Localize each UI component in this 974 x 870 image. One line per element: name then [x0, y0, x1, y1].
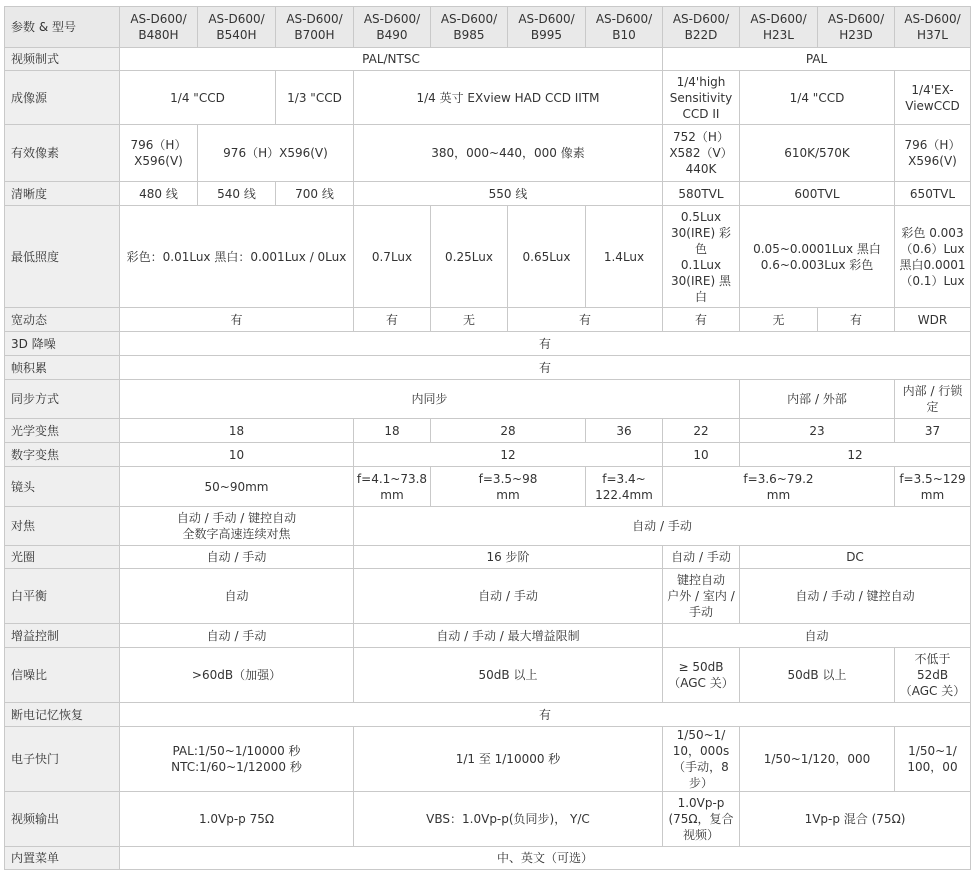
- row-label: 对焦: [5, 507, 120, 546]
- cell: 有: [663, 308, 740, 332]
- cell: VBS：1.0Vp-p(负同步)， Y/C: [354, 792, 663, 847]
- cell: 976（H）X596(V): [198, 125, 354, 182]
- cell: 自动 / 手动 / 键控自动: [740, 569, 971, 624]
- row-focus: [5, 507, 971, 546]
- cell: 1/4 "CCD: [120, 71, 276, 125]
- cell: 自动 / 手动 / 键控自动 全数字高速连续对焦: [120, 507, 354, 546]
- cell: 480 线: [120, 182, 198, 206]
- model-header: AS-D600/ H37L: [895, 7, 971, 48]
- cell: 580TVL: [663, 182, 740, 206]
- cell: 自动 / 手动: [663, 546, 740, 569]
- row-video-output: [5, 792, 971, 847]
- cell: 1/4'high Sensitivity CCD II: [663, 71, 740, 125]
- cell: 37: [895, 419, 971, 443]
- model-header: AS-D600/ B22D: [663, 7, 740, 48]
- cell: 28: [431, 419, 586, 443]
- model-header: AS-D600/ H23D: [818, 7, 895, 48]
- cell: 0.05~0.0001Lux 黑白 0.6~0.003Lux 彩色: [740, 206, 895, 308]
- row-label: 宽动态: [5, 308, 120, 332]
- cell: 50~90mm: [120, 467, 354, 507]
- cell: 1/50~1/ 100，00: [895, 727, 971, 792]
- cell: 内同步: [120, 380, 740, 419]
- cell: 1.0Vp-p 75Ω: [120, 792, 354, 847]
- model-header: AS-D600/ B480H: [120, 7, 198, 48]
- row-label: 同步方式: [5, 380, 120, 419]
- cell: PAL:1/50~1/10000 秒 NTC:1/60~1/12000 秒: [120, 727, 354, 792]
- cell: DC: [740, 546, 971, 569]
- cell: ≥ 50dB （AGC 关）: [663, 648, 740, 703]
- cell: PAL: [663, 48, 971, 71]
- row-label: 成像源: [5, 71, 120, 125]
- cell: f=3.6~79.2 mm: [663, 467, 895, 507]
- cell: 有: [120, 356, 971, 380]
- cell: 50dB 以上: [354, 648, 663, 703]
- cell: 内部 / 外部: [740, 380, 895, 419]
- cell: 540 线: [198, 182, 276, 206]
- cell: 自动: [120, 569, 354, 624]
- cell: f=4.1~73.8 mm: [354, 467, 431, 507]
- model-header: AS-D600/ B700H: [276, 7, 354, 48]
- row-label: 清晰度: [5, 182, 120, 206]
- cell: 有: [120, 332, 971, 356]
- row-label: 白平衡: [5, 569, 120, 624]
- cell: 10: [120, 443, 354, 467]
- cell: 无: [431, 308, 508, 332]
- model-header: AS-D600/ B995: [508, 7, 586, 48]
- cell: PAL/NTSC: [120, 48, 663, 71]
- row-label: 视频输出: [5, 792, 120, 847]
- row-label: 视频制式: [5, 48, 120, 71]
- row-menu: [5, 847, 971, 870]
- cell: 0.7Lux: [354, 206, 431, 308]
- cell: 0.65Lux: [508, 206, 586, 308]
- cell: 0.25Lux: [431, 206, 508, 308]
- row-pixels: [5, 125, 971, 182]
- cell: 610K/570K: [740, 125, 895, 182]
- row-label: 光学变焦: [5, 419, 120, 443]
- cell: 自动 / 手动: [354, 569, 663, 624]
- cell: 有: [818, 308, 895, 332]
- cell: >60dB（加强）: [120, 648, 354, 703]
- row-3d-dnr: [5, 332, 971, 356]
- cell: 36: [586, 419, 663, 443]
- cell: 彩色 0.003 （0.6）Lux 黑白0.0001 （0.1）Lux: [895, 206, 971, 308]
- cell: 1/3 "CCD: [276, 71, 354, 125]
- row-label: 有效像素: [5, 125, 120, 182]
- cell: 752（H） X582（V） 440K: [663, 125, 740, 182]
- row-resolution: [5, 182, 971, 206]
- cell: 彩色：0.01Lux 黑白：0.001Lux / 0Lux: [120, 206, 354, 308]
- model-header: AS-D600/ B10: [586, 7, 663, 48]
- row-white-balance: [5, 569, 971, 624]
- row-video-standard: [5, 48, 971, 71]
- row-label: 镜头: [5, 467, 120, 507]
- row-label: 断电记忆恢复: [5, 703, 120, 727]
- cell: 有: [508, 308, 663, 332]
- cell: 1/4'EX- ViewCCD: [895, 71, 971, 125]
- row-digital-zoom: [5, 443, 971, 467]
- cell: 自动 / 手动 / 最大增益限制: [354, 624, 663, 648]
- cell: 无: [740, 308, 818, 332]
- row-snr: [5, 648, 971, 703]
- cell: 内部 / 行锁 定: [895, 380, 971, 419]
- cell: 12: [354, 443, 663, 467]
- model-header: AS-D600/ B985: [431, 7, 508, 48]
- row-label: 信噪比: [5, 648, 120, 703]
- row-label: 帧积累: [5, 356, 120, 380]
- cell: 18: [354, 419, 431, 443]
- cell: 650TVL: [895, 182, 971, 206]
- model-header: AS-D600/ H23L: [740, 7, 818, 48]
- model-header: AS-D600/ B490: [354, 7, 431, 48]
- row-label: 增益控制: [5, 624, 120, 648]
- cell: 有: [120, 308, 354, 332]
- row-optical-zoom: [5, 419, 971, 443]
- cell: 有: [354, 308, 431, 332]
- row-label: 数字变焦: [5, 443, 120, 467]
- cell: 12: [740, 443, 971, 467]
- cell: 1/1 至 1/10000 秒: [354, 727, 663, 792]
- cell: 自动 / 手动: [120, 624, 354, 648]
- cell: 1.0Vp-p (75Ω，复合 视频）: [663, 792, 740, 847]
- cell: 1/50~1/ 10，000s （手动，8 步）: [663, 727, 740, 792]
- cell: 自动 / 手动: [120, 546, 354, 569]
- cell: 10: [663, 443, 740, 467]
- cell: 1/4 "CCD: [740, 71, 895, 125]
- spec-table: [4, 6, 971, 870]
- cell: 1.4Lux: [586, 206, 663, 308]
- cell: 键控自动 户外 / 室内 / 手动: [663, 569, 740, 624]
- model-header: AS-D600/ B540H: [198, 7, 276, 48]
- row-label: 电子快门: [5, 727, 120, 792]
- param-header: 参数 & 型号: [5, 7, 120, 48]
- row-shutter: [5, 727, 971, 792]
- cell: 796（H） X596(V): [895, 125, 971, 182]
- row-label: 3D 降噪: [5, 332, 120, 356]
- cell: 600TVL: [740, 182, 895, 206]
- row-label: 最低照度: [5, 206, 120, 308]
- cell: f=3.4~ 122.4mm: [586, 467, 663, 507]
- row-label: 光圈: [5, 546, 120, 569]
- row-gain: [5, 624, 971, 648]
- cell: f=3.5~129 mm: [895, 467, 971, 507]
- cell: 中、英文（可选）: [120, 847, 971, 870]
- cell: WDR: [895, 308, 971, 332]
- cell: 自动: [663, 624, 971, 648]
- row-power-memory: [5, 703, 971, 727]
- cell: 16 步阶: [354, 546, 663, 569]
- cell: 22: [663, 419, 740, 443]
- cell: 不低于 52dB （AGC 关）: [895, 648, 971, 703]
- cell: 380，000~440，000 像素: [354, 125, 663, 182]
- cell: 550 线: [354, 182, 663, 206]
- row-iris: [5, 546, 971, 569]
- row-label: 内置菜单: [5, 847, 120, 870]
- row-lens: [5, 467, 971, 507]
- row-min-illumination: [5, 206, 971, 308]
- cell: 50dB 以上: [740, 648, 895, 703]
- row-sensor: [5, 71, 971, 125]
- cell: 0.5Lux 30(IRE) 彩 色 0.1Lux 30(IRE) 黑 白: [663, 206, 740, 308]
- header-row: [5, 7, 971, 48]
- cell: 自动 / 手动: [354, 507, 971, 546]
- cell: 18: [120, 419, 354, 443]
- cell: f=3.5~98 mm: [431, 467, 586, 507]
- row-frame-accumulation: [5, 356, 971, 380]
- cell: 1/4 英寸 EXview HAD CCD IITM: [354, 71, 663, 125]
- cell: 1Vp-p 混合 (75Ω): [740, 792, 971, 847]
- cell: 23: [740, 419, 895, 443]
- row-wdr: [5, 308, 971, 332]
- row-sync: [5, 380, 971, 419]
- cell: 700 线: [276, 182, 354, 206]
- cell: 796（H） X596(V): [120, 125, 198, 182]
- cell: 1/50~1/120，000: [740, 727, 895, 792]
- cell: 有: [120, 703, 971, 727]
